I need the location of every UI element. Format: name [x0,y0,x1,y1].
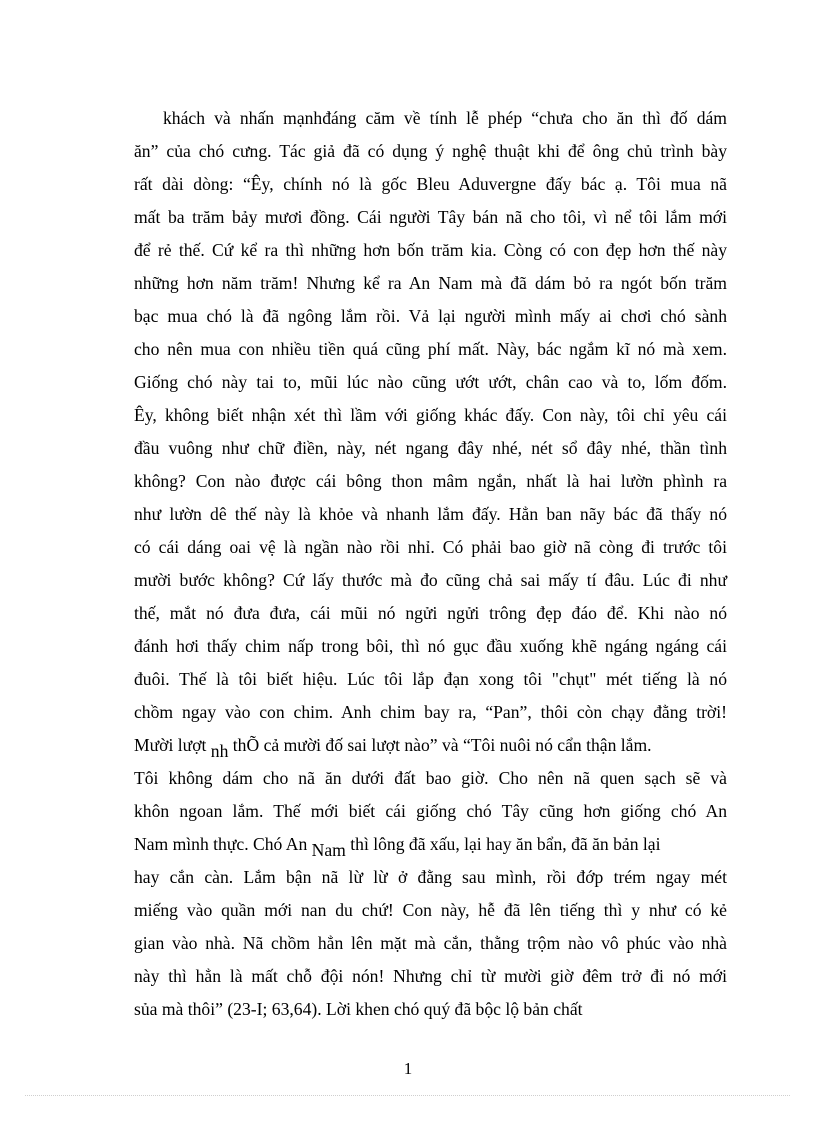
paragraph-line: Êy, không biết nhận xét thì lầm với giống khác đấy. Con này, tôi chỉ yêu cái [134,405,727,425]
paragraph-line: khách và nhấn mạnhđáng căm về tính lễ phép “chưa cho ăn thì đố dám [163,108,727,128]
paragraph-line: đuôi. Thế là tôi biết hiệu. Lúc tôi lắp đạn xong tôi "chụt" mét tiếng là nó [134,669,727,689]
paragraph-line: để rẻ thế. Cứ kể ra thì những hơn bốn trăm kia. Còng có con đẹp hơn thế này [134,240,727,260]
line-text: Mười lượt [134,735,211,755]
paragraph-line: thế, mắt nó đưa đưa, cái mũi nó ngửi ngửi trông đẹp đáo để. Khi nào nó [134,603,727,623]
paragraph-line: mười bước không? Cứ lấy thước mà đo cũng chả sai mấy tí đâu. Lúc đi như [134,570,727,590]
paragraph-line: những hơn năm trăm! Nhưng kể ra An Nam mà đã dám bỏ ra ngót bốn trăm [134,273,727,293]
subscript-fragment: nh [210,741,229,761]
paragraph-line [134,832,661,860]
line-text: thÕ cả mười đố sai lượt nào” và “Tôi nuôi nó cẩn thận lắm. [228,735,652,755]
paragraph-line: chồm ngay vào con chim. Anh chim bay ra, “Pan”, thôi còn chạy đằng trời! [134,702,727,722]
paragraph-line: hay cắn càn. Lắm bận nã lừ lừ ở đằng sau mình, rồi đớp trém ngay mét [134,867,727,887]
footer-divider [25,1095,790,1096]
line-text: thì lông đã xấu, lại hay ăn bẩn, đã ăn bản lại [345,834,661,854]
paragraph-line: như lườn dê thế này là khỏe và nhanh lắm đấy. Hẳn ban nãy bác đã thấy nó [134,504,727,524]
paragraph-line: Tôi không dám cho nã ăn dưới đất bao giờ. Cho nên nã quen sạch sẽ và [134,768,727,788]
paragraph-line: có cái dáng oai vệ là ngần nào rồi nhỉ. Có phải bao giờ nã còng đi trước tôi [134,537,727,557]
paragraph-line: cho nên mua con nhiều tiền quá cũng phí mất. Này, bác ngắm kĩ nó mà xem. [134,339,727,359]
paragraph-line: này thì hẳn là mất chỗ đội nón! Nhưng chỉ từ mười giờ đêm trở đi nó mới [134,966,727,986]
paragraph-line: bạc mua chó là đã ngông lắm rồi. Vả lại người mình mấy ai chơi chó sành [134,306,727,326]
paragraph-line: mất ba trăm bảy mươi đồng. Cái người Tây bán nã cho tôi, vì nể tôi lắm mới [134,207,727,227]
page-number: 1 [403,1059,413,1078]
paragraph-line: gian vào nhà. Nã chồm hẳn lên mặt mà cắn, thằng trộm nào vô phúc vào nhà [134,933,727,953]
paragraph-line: không? Con nào được cái bông thon mâm ngắn, nhất là hai lườn phình ra [134,471,727,491]
paragraph-line: sủa mà thôi” (23-I; 63,64). Lời khen chó quý đã bộc lộ bản chất [134,999,583,1019]
line-text: Nam mình thực. Chó An [134,834,312,854]
paragraph-line: đầu vuông như chữ điền, này, nét ngang đây nhé, nét sổ đây nhé, thần tình [134,438,727,458]
paragraph-line: ăn” của chó cưng. Tác giả đã có dụng ý nghệ thuật khi để ông chủ trình bày [134,141,727,161]
paragraph-line [134,733,652,761]
paragraph-line: Giống chó này tai to, mũi lúc nào cũng ướt ướt, chân cao và to, lốm đốm. [134,372,727,392]
paragraph-line: miếng vào quần mới nan du chứ! Con này, hễ đã lên tiếng thì y như có kẻ [134,900,727,920]
paragraph-line: đánh hơi thấy chim nấp trong bôi, thì nó gục đầu xuống khẽ ngáng ngáng cái [134,636,727,656]
paragraph-line: rất dài dòng: “Êy, chính nó là gốc Bleu Aduvergne đấy bác ạ. Tôi mua nã [134,174,727,194]
paragraph-line: khôn ngoan lắm. Thế mới biết cái giống chó Tây cũng hơn giống chó An [134,801,727,821]
subscript-fragment: Nam [311,840,346,860]
